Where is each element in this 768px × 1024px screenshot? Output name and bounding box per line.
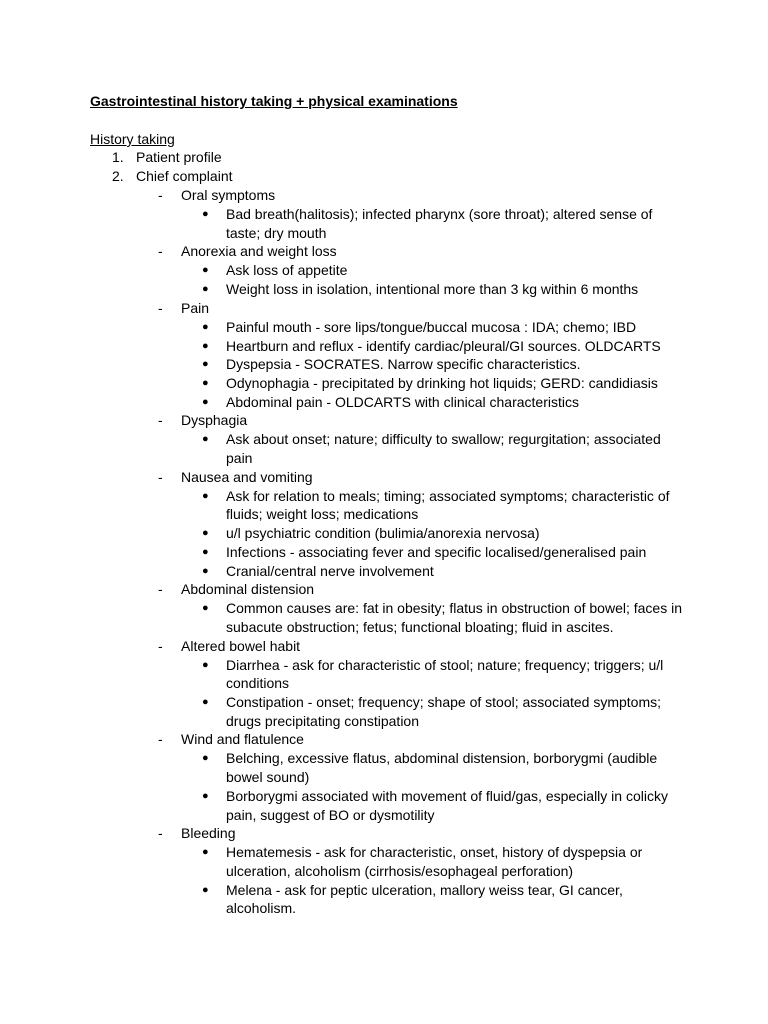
bullet-text: Infections - associating fever and specific localised/generalised pain xyxy=(226,543,647,560)
bullet-icon: ● xyxy=(202,846,209,859)
dash-marker: - xyxy=(158,299,163,316)
bullet-text: Cranial/central nerve involvement xyxy=(226,562,434,579)
complaint-group-label: Wind and flatulence xyxy=(181,731,304,748)
bullet-list-item xyxy=(0,787,768,824)
section-heading-history-taking: History taking xyxy=(90,131,175,147)
complaint-group-heading xyxy=(0,730,768,749)
bullet-list-item xyxy=(0,430,768,467)
bullet-text: Weight loss in isolation, intentional more than 3 kg within 6 months xyxy=(226,281,639,298)
bullet-text: Melena - ask for peptic ulceration, mallory weiss tear, GI cancer, alcoholism. xyxy=(226,881,623,917)
list-number: 1. xyxy=(112,149,124,165)
complaint-group-heading xyxy=(0,468,768,487)
numbered-item-label: Patient profile xyxy=(136,149,222,165)
complaint-group-label: Pain xyxy=(181,299,210,316)
bullet-list-item xyxy=(0,355,768,374)
bullet-icon: ● xyxy=(202,376,209,389)
dash-marker: - xyxy=(158,581,163,598)
dash-marker: - xyxy=(158,243,163,260)
bullet-icon: ● xyxy=(202,527,209,540)
bullet-list-item xyxy=(0,656,768,693)
bullet-icon: ● xyxy=(202,696,209,709)
complaint-group-heading xyxy=(0,242,768,261)
document-title: Gastrointestinal history taking + physical examinations xyxy=(90,93,458,109)
bullet-text: Hematemesis - ask for characteristic, onset, history of dyspepsia or ulceration, alcoholism (cirrhosis/esophageal perforation) xyxy=(226,844,643,879)
bullet-icon: ● xyxy=(202,358,209,371)
complaint-group-label: Oral symptoms xyxy=(181,187,276,203)
bullet-list-item xyxy=(0,599,768,636)
numbered-item-patient-profile xyxy=(0,148,768,167)
bullet-list-item xyxy=(0,374,768,393)
bullet-list-item xyxy=(0,693,768,730)
dash-marker: - xyxy=(158,187,163,203)
complaint-group-heading xyxy=(0,824,768,843)
bullet-icon: ● xyxy=(202,320,209,333)
complaint-group-heading xyxy=(0,637,768,656)
dash-marker: - xyxy=(158,637,163,654)
bullet-list-item xyxy=(0,487,768,524)
bullet-icon: ● xyxy=(202,339,209,352)
numbered-item-label: Chief complaint xyxy=(136,168,233,184)
bullet-text: Ask for relation to meals; timing; associated symptoms; characteristic of fluids; weight loss; medications xyxy=(226,487,670,523)
bullet-icon: ● xyxy=(202,283,209,296)
bullet-text: Abdominal pain - OLDCARTS with clinical characteristics xyxy=(226,393,579,410)
dash-marker: - xyxy=(158,412,163,429)
bullet-text: Odynophagia - precipitated by drinking hot liquids; GERD: candidiasis xyxy=(226,374,658,391)
dash-marker: - xyxy=(158,468,163,485)
bullet-text: Ask about onset; nature; difficulty to swallow; regurgitation; associated pain xyxy=(226,431,661,467)
bullet-list-item xyxy=(0,524,768,543)
bullet-text: Painful mouth - sore lips/tongue/buccal mucosa : IDA; chemo; IBD xyxy=(226,318,637,335)
complaint-group-heading xyxy=(0,580,768,599)
bullet-icon: ● xyxy=(202,433,209,446)
complaint-group-label: Dysphagia xyxy=(181,412,248,429)
numbered-item-chief-complaint xyxy=(0,167,768,186)
complaint-group-heading xyxy=(0,299,768,318)
dash-marker: - xyxy=(158,731,163,748)
bullet-text: Ask loss of appetite xyxy=(226,262,348,279)
complaint-group-heading xyxy=(0,186,768,205)
bullet-list-item xyxy=(0,749,768,786)
bullet-list-item xyxy=(0,562,768,581)
bullet-text: u/l psychiatric condition (bulimia/anorexia nervosa) xyxy=(226,525,540,542)
bullet-list-item xyxy=(0,393,768,412)
bullet-icon: ● xyxy=(202,208,209,220)
bullet-icon: ● xyxy=(202,752,209,765)
dash-marker: - xyxy=(158,825,163,842)
bullet-list-item xyxy=(0,261,768,280)
complaint-group-label: Abdominal distension xyxy=(181,581,315,598)
bullet-list-item xyxy=(0,881,768,918)
bullet-icon: ● xyxy=(202,564,209,577)
bullet-list-item xyxy=(0,543,768,562)
bullet-text: Common causes are: fat in obesity; flatus in obstruction of bowel; faces in subacute obstruction; fetus; functional bloating; fluid in ascites. xyxy=(226,600,683,635)
bullet-text: Diarrhea - ask for characteristic of stool; nature; frequency; triggers; u/l conditions xyxy=(226,656,664,692)
bullet-text: Borborygmi associated with movement of fluid/gas, especially in colicky pain, suggest of BO or dysmotility xyxy=(226,787,668,823)
bullet-text: Belching, excessive flatus, abdominal distension, borborygmi (audible bowel sound) xyxy=(226,750,658,786)
bullet-icon: ● xyxy=(202,489,209,502)
bullet-list-item xyxy=(0,205,768,242)
chief-complaint-groups xyxy=(0,186,768,918)
history-taking-outline xyxy=(0,148,768,918)
bullet-icon: ● xyxy=(202,602,209,615)
bullet-list-item xyxy=(0,318,768,337)
bullet-list-item xyxy=(0,337,768,356)
bullet-text: Dyspepsia - SOCRATES. Narrow specific characteristics. xyxy=(226,356,581,373)
bullet-text: Heartburn and reflux - identify cardiac/pleural/GI sources. OLDCARTS xyxy=(226,337,661,354)
list-number: 2. xyxy=(112,168,124,184)
bullet-icon: ● xyxy=(202,658,209,671)
bullet-list-item xyxy=(0,280,768,299)
bullet-icon: ● xyxy=(202,395,209,408)
bullet-icon: ● xyxy=(202,545,209,558)
complaint-group-heading xyxy=(0,411,768,430)
complaint-group-label: Nausea and vomiting xyxy=(181,468,313,485)
complaint-group-label: Anorexia and weight loss xyxy=(181,243,337,260)
bullet-icon: ● xyxy=(202,264,209,277)
bullet-text: Constipation - onset; frequency; shape of stool; associated symptoms; drugs precipitating constipation xyxy=(226,694,662,729)
bullet-icon: ● xyxy=(202,883,209,896)
bullet-text: Bad breath(halitosis); infected pharynx (sore throat); altered sense of taste; dry mouth xyxy=(226,206,653,241)
complaint-group-label: Altered bowel habit xyxy=(181,637,301,654)
bullet-icon: ● xyxy=(202,789,209,802)
complaint-group-label: Bleeding xyxy=(181,825,236,842)
bullet-list-item xyxy=(0,843,768,880)
